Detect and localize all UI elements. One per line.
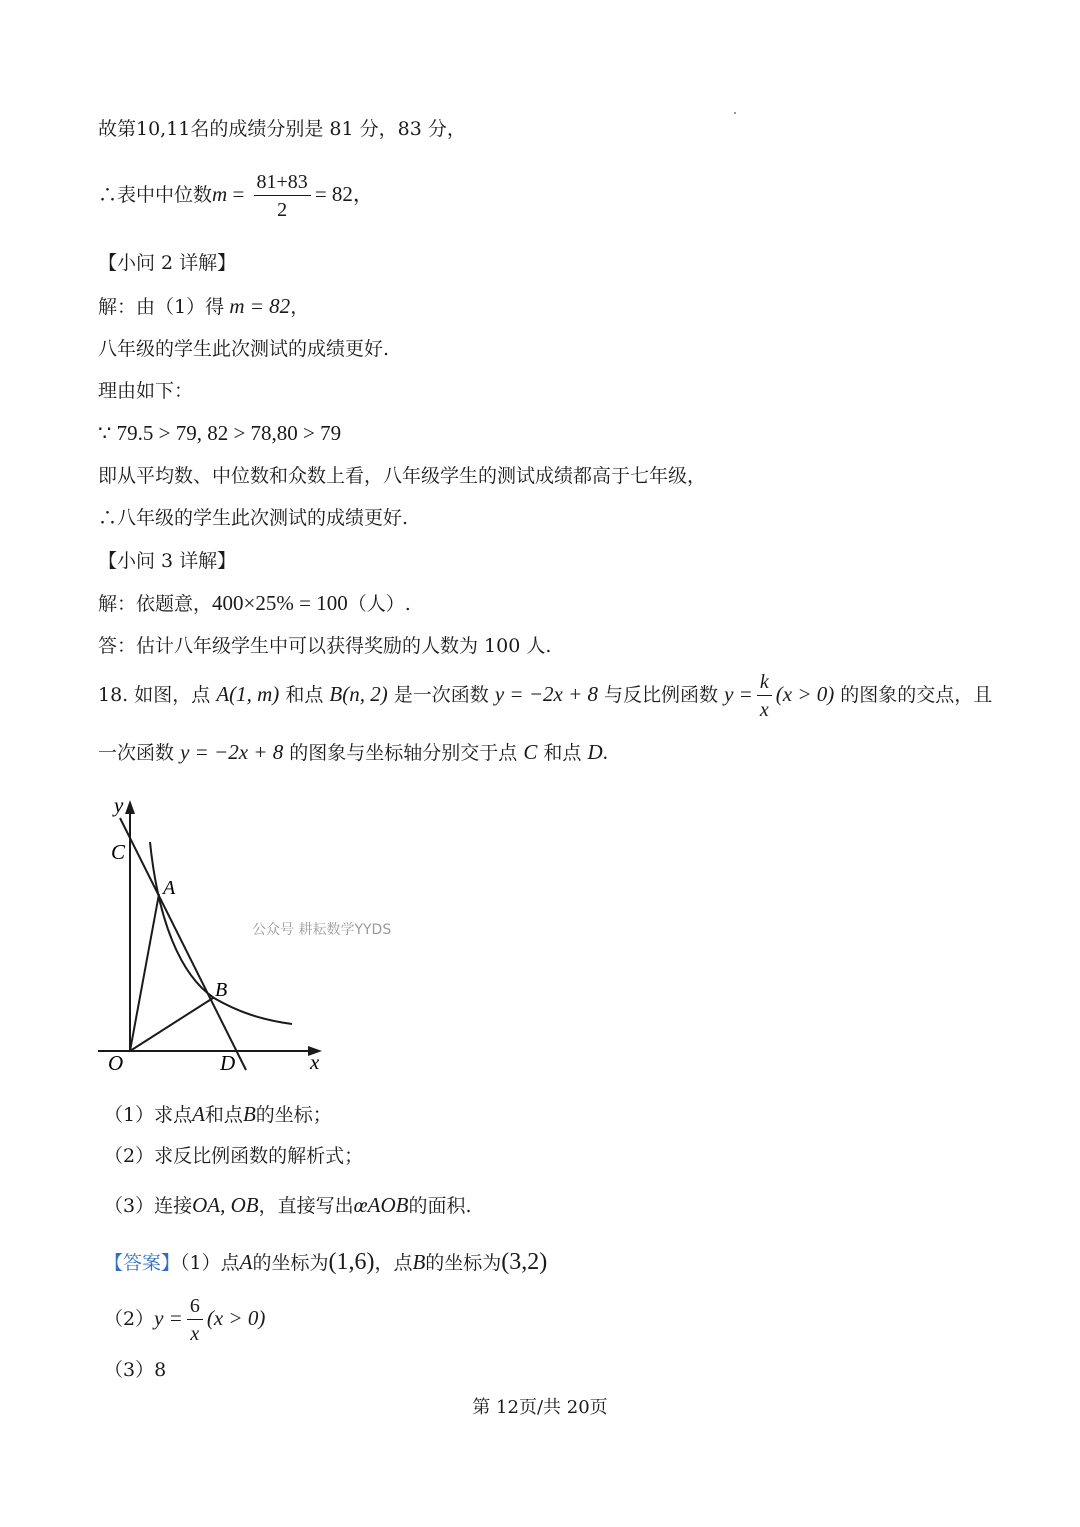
q18-text-e: 是一次函数 [393, 684, 489, 706]
q18b-period: . [602, 740, 608, 764]
function-graph-figure [92, 790, 432, 1080]
segment-OA [130, 894, 159, 1051]
ans1-A-coords: (1,6) [328, 1249, 375, 1275]
text-l11-pre: 解：依题意， [98, 593, 213, 615]
label-O: O [108, 1051, 124, 1075]
ans2-fraction [187, 1296, 203, 1344]
ans2-pre: （2） [104, 1308, 155, 1330]
fraction-numerator: 81+83 [254, 172, 311, 196]
ans2-num: 6 [187, 1296, 203, 1320]
speck [734, 112, 736, 114]
watermark: 公众号 耕耘数学YYDS [252, 922, 392, 938]
s3-OA-OB: OA, OB [192, 1193, 259, 1217]
equals: = [227, 182, 250, 206]
median-fraction [254, 172, 311, 220]
ans1-mid: 的坐标为 [252, 1252, 329, 1274]
q18b-text-a: 一次函数 [98, 742, 175, 764]
text-line-6: 理由如下： [98, 380, 194, 402]
linear-function-2: y = −2x + 8 [180, 740, 284, 764]
answer-tag: 【答案】 [104, 1252, 181, 1274]
text-l4-pre: 解：由（1）得 [98, 296, 225, 318]
page-footer: 第 12页/共 20页 [472, 1397, 608, 1418]
section-heading-q2: 【小问 2 详解】 [98, 252, 237, 274]
ans2-den: x [190, 1323, 200, 1345]
median-prefix: ∴表中中位数 [98, 184, 213, 206]
linear-function: y = −2x + 8 [494, 682, 598, 706]
ans1-mid2: ，点 [374, 1252, 413, 1274]
ans1-pre: （1）点 [180, 1252, 240, 1274]
s1-mid: 和点 [204, 1104, 243, 1126]
question-18-line-2 [98, 742, 608, 763]
segment-OB [130, 998, 213, 1051]
answer-3: （3）8 [104, 1359, 167, 1381]
q18b-text-c: 的图象与坐标轴分别交于点 [289, 742, 518, 764]
text-line-8: 即从平均数、中位数和众数上看，八年级学生的测试成绩都高于七年级， [98, 465, 707, 487]
subquestion-3 [104, 1195, 471, 1216]
y-equals: y = [724, 682, 753, 706]
s1-B: B [242, 1102, 256, 1126]
point-B-expr: B(n, 2) [329, 682, 388, 706]
section-heading-q3: 【小问 3 详解】 [98, 550, 237, 572]
q18b-text-e: 和点 [543, 742, 582, 764]
ans1-B: B [412, 1250, 426, 1274]
label-D: D [220, 1051, 236, 1075]
median-result: = 82， [314, 182, 374, 206]
subquestion-1 [104, 1104, 332, 1125]
text-line-5: 八年级的学生此次测试的成绩更好. [98, 338, 390, 360]
median-formula-line [98, 172, 374, 220]
answer-1 [104, 1250, 547, 1274]
math-m-82: m = 82 [224, 294, 291, 318]
math-calc: 400×25% = 100 [212, 591, 348, 615]
point-A-expr: A(1, m) [216, 682, 280, 706]
fraction-denominator: 2 [277, 199, 288, 221]
text-l11-post: （人）. [347, 593, 411, 615]
s1-A: A [192, 1102, 205, 1126]
s3-pre: （3）连接 [104, 1195, 193, 1217]
text-l4-post: ， [290, 296, 310, 318]
s3-triangle: œAOB [353, 1193, 409, 1217]
comparison-line: ∵ 79.5 > 79, 82 > 78,80 > 79 [98, 421, 342, 445]
text-line-1: 故第10,11名的成绩分别是 81 分，83 分， [98, 118, 466, 140]
y-axis-arrow [125, 800, 135, 814]
point-D-label: D [587, 740, 603, 764]
text-line-12: 答：估计八年级学生中可以获得奖励的人数为 100 人. [98, 635, 552, 657]
q18-text-j: 的图象的交点，且 [840, 684, 993, 706]
question-18-line-1 [98, 672, 992, 720]
s1-post: 的坐标； [255, 1104, 332, 1126]
frac-x: x [759, 699, 769, 721]
label-A: A [163, 877, 176, 899]
ans1-B-coords: (3,2) [501, 1249, 548, 1275]
var-m: m [212, 182, 228, 206]
q18-text-a: 18. 如图，点 [98, 684, 211, 706]
s3-post: 的面积. [408, 1195, 472, 1217]
subquestion-2: （2）求反比例函数的解析式； [104, 1145, 364, 1167]
s3-mid: ，直接写出 [258, 1195, 354, 1217]
ans2-domain: (x > 0) [206, 1306, 266, 1330]
q18-text-c: 和点 [285, 684, 324, 706]
label-B: B [215, 979, 228, 1001]
k-over-x-fraction [757, 672, 772, 720]
linear-function-line [120, 818, 246, 1070]
domain-x-gt-0: (x > 0) [775, 682, 835, 706]
text-line-11 [98, 593, 411, 614]
label-y: y [114, 793, 124, 817]
ans1-mid3: 的坐标为 [425, 1252, 502, 1274]
answer-2 [104, 1296, 265, 1344]
q18-text-g: 与反比例函数 [604, 684, 719, 706]
point-C-label: C [523, 740, 538, 764]
label-C: C [111, 840, 126, 864]
s1-pre: （1）求点 [104, 1104, 193, 1126]
ans2-y: y = [154, 1306, 183, 1330]
frac-k: k [757, 672, 772, 696]
text-line-9: ∴八年级的学生此次测试的成绩更好. [98, 507, 409, 529]
ans1-A: A [239, 1250, 253, 1274]
text-line-4 [98, 296, 309, 317]
label-x: x [310, 1050, 320, 1074]
